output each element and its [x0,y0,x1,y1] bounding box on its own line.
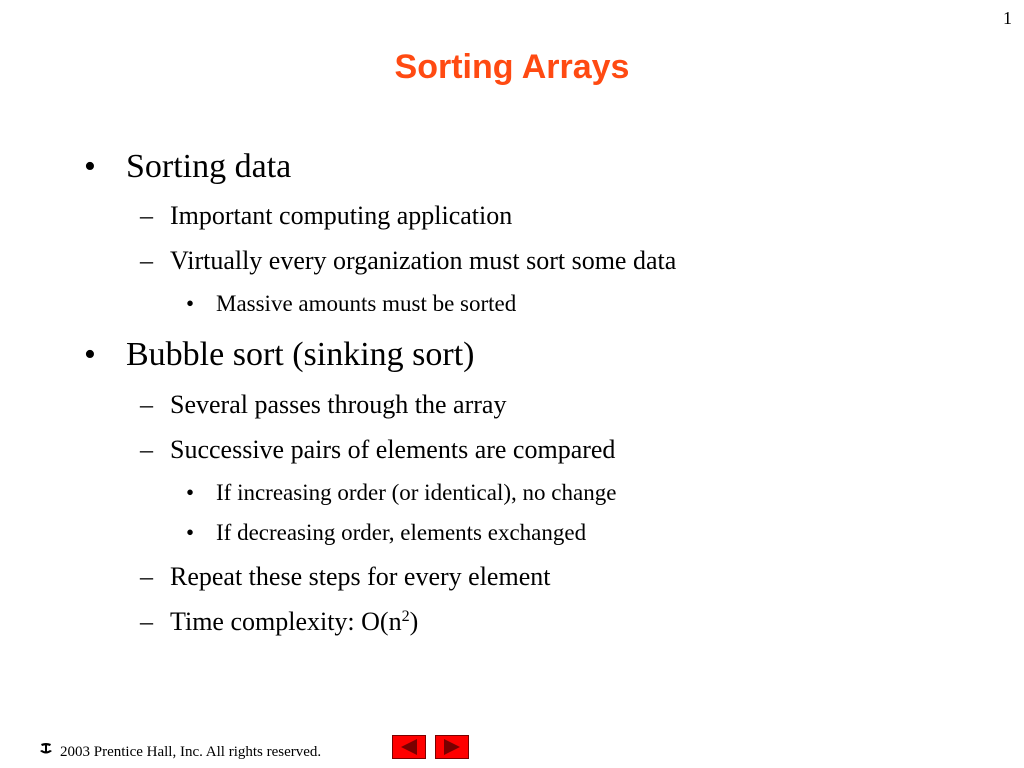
dash-marker: – [140,435,153,464]
subbullet-successive-pairs [140,435,615,465]
subbullet-text: Successive pairs of elements are compared [170,435,616,464]
subsubbullet-text: If decreasing order, elements exchanged [216,520,587,545]
subsubbullet-text: If increasing order (or identical), no change [216,480,617,505]
next-slide-button[interactable] [435,735,469,759]
bullet-sorting-data [84,148,291,186]
bullet-marker: • [84,336,96,373]
left-arrow-icon [393,736,425,758]
subsubbullet-decreasing-order [186,520,586,546]
dash-marker: – [140,607,153,636]
copyright-icon [38,742,54,761]
copyright-text: 2003 Prentice Hall, Inc. All rights reserved. [60,744,322,760]
page-number: 1 [1003,8,1012,28]
bullet-marker: • [186,291,195,316]
subbullet-text [170,607,418,636]
subbullet-text: Virtually every organization must sort some data [170,246,677,275]
dash-marker: – [140,562,153,591]
subbullet-time-complexity [140,607,418,637]
right-arrow-icon [436,736,468,758]
subbullet-important-application [140,201,512,231]
bullet-text: Bubble sort (sinking sort) [126,336,475,373]
slide-title: Sorting Arrays [394,48,630,86]
bullet-text: Sorting data [126,148,292,185]
subbullet-several-passes [140,390,506,420]
dash-marker: – [140,201,153,230]
subsubbullet-massive-amounts [186,291,516,317]
subbullet-text: Several passes through the array [170,390,507,419]
complexity-prefix: Time complexity: O(n [170,607,402,636]
bullet-marker: • [186,520,195,545]
footer [38,742,321,761]
bullet-marker: • [84,148,96,185]
subbullet-every-organization [140,246,676,276]
complexity-suffix: ) [409,607,419,636]
dash-marker: – [140,390,153,419]
bullet-bubble-sort [84,336,474,374]
subsubbullet-text: Massive amounts must be sorted [216,291,517,316]
bullet-marker: • [186,480,195,505]
subsubbullet-increasing-order [186,480,616,506]
dash-marker: – [140,246,153,275]
subbullet-text: Repeat these steps for every element [170,562,551,591]
subbullet-text: Important computing application [170,201,513,230]
previous-slide-button[interactable] [392,735,426,759]
complexity-exponent: 2 [401,608,410,626]
subbullet-repeat-steps [140,562,550,592]
